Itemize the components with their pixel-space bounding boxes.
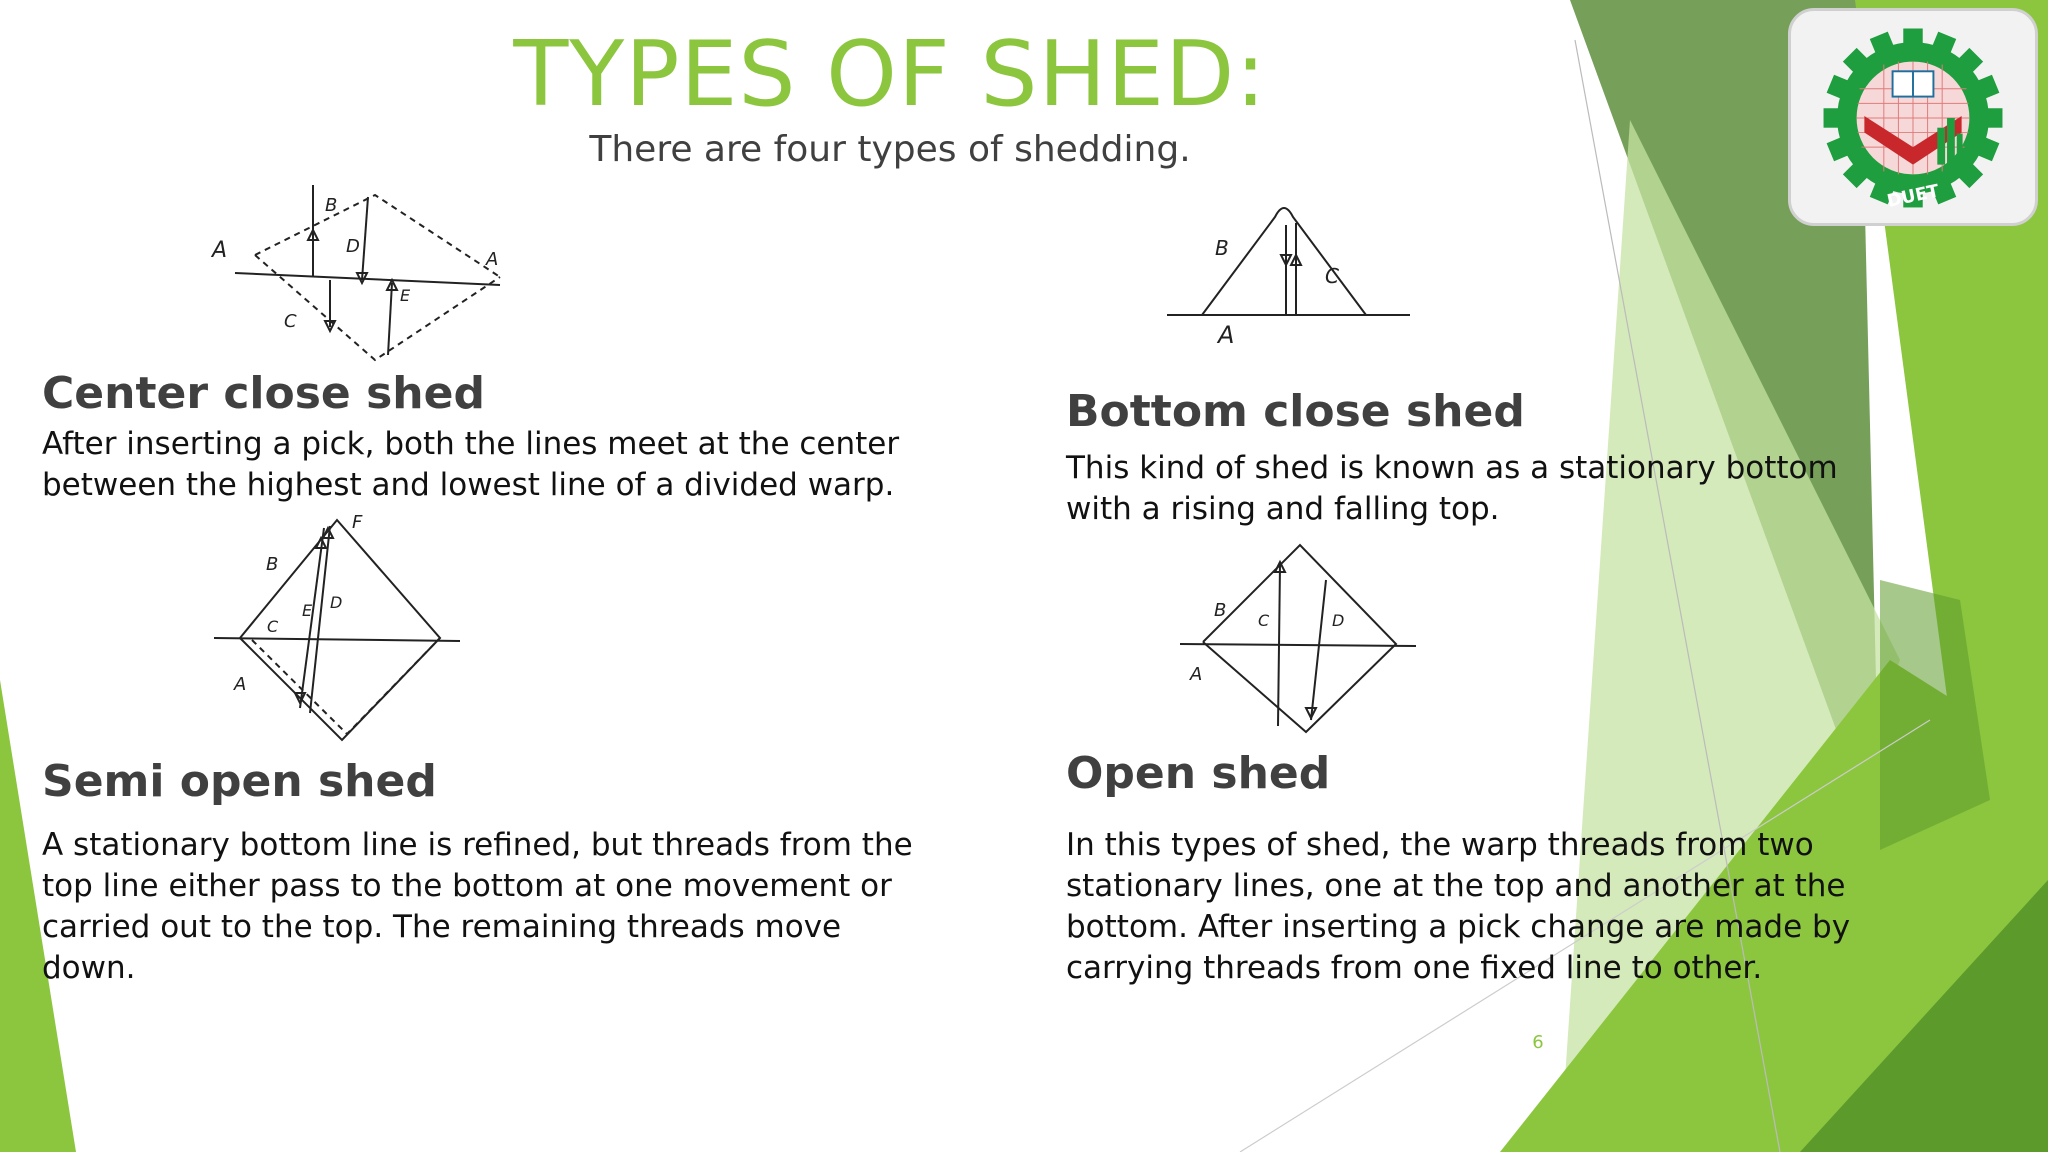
diagram-label: C bbox=[1325, 264, 1339, 288]
diagram-label: D bbox=[346, 236, 360, 257]
logo-text: DUET bbox=[1885, 181, 1941, 212]
diagram-label: E bbox=[400, 286, 411, 305]
center-close-shed-heading: Center close shed bbox=[42, 368, 485, 419]
diagram-label: A bbox=[1218, 321, 1235, 349]
semi-open-shed-diagram bbox=[212, 508, 462, 748]
bottom-close-shed-heading: Bottom close shed bbox=[1066, 386, 1525, 437]
duet-gear-logo-icon bbox=[1824, 29, 2003, 212]
diagram-label: C bbox=[1258, 611, 1270, 630]
open-shed-text: In this types of shed, the warp threads from two stationary lines, one at the top and another at the bottom. After inserting a pick change are made by carrying threads from one fixed line to other. bbox=[1066, 827, 1851, 986]
center-close-shed-diagram bbox=[200, 185, 510, 365]
diagram-label: C bbox=[267, 617, 279, 636]
open-shed-heading: Open shed bbox=[1066, 748, 1331, 799]
diagram-label: A bbox=[234, 674, 247, 695]
diagram-label: C bbox=[284, 311, 297, 332]
semi-open-shed-text: A stationary bottom line is refined, but threads from the top line either pass to the bottom at one movement or carried out to the top. The remaining threads move down. bbox=[42, 827, 913, 986]
bottom-close-shed-text: This kind of shed is known as a stationary bottom with a rising and falling top. bbox=[1066, 450, 1838, 527]
diagram-label: B bbox=[1215, 236, 1229, 260]
diagram-label: B bbox=[1214, 600, 1227, 621]
diagram-label: A bbox=[1190, 664, 1203, 685]
center-close-shed-text: After inserting a pick, both the lines meet at the center between the highest and lowest line of a divided warp. bbox=[42, 426, 900, 503]
page-number: 6 bbox=[1532, 1032, 1544, 1053]
bottom-close-shed-diagram bbox=[1162, 195, 1414, 350]
diagram-label: A bbox=[212, 238, 228, 263]
diagram-label: F bbox=[352, 512, 363, 533]
diagram-label: E bbox=[302, 601, 313, 620]
slide-subtitle: There are four types of shedding. bbox=[589, 129, 1191, 170]
semi-open-shed-heading: Semi open shed bbox=[42, 756, 437, 807]
diagram-label: B bbox=[266, 554, 279, 575]
diagram-label: D bbox=[1332, 611, 1345, 630]
diagram-label: A bbox=[486, 249, 499, 270]
open-shed-diagram bbox=[1178, 540, 1418, 740]
diagram-label: D bbox=[330, 593, 343, 612]
diagram-label: B bbox=[325, 195, 338, 216]
slide-title: TYPES OF SHED: bbox=[513, 22, 1267, 127]
duet-logo bbox=[1788, 8, 2038, 226]
